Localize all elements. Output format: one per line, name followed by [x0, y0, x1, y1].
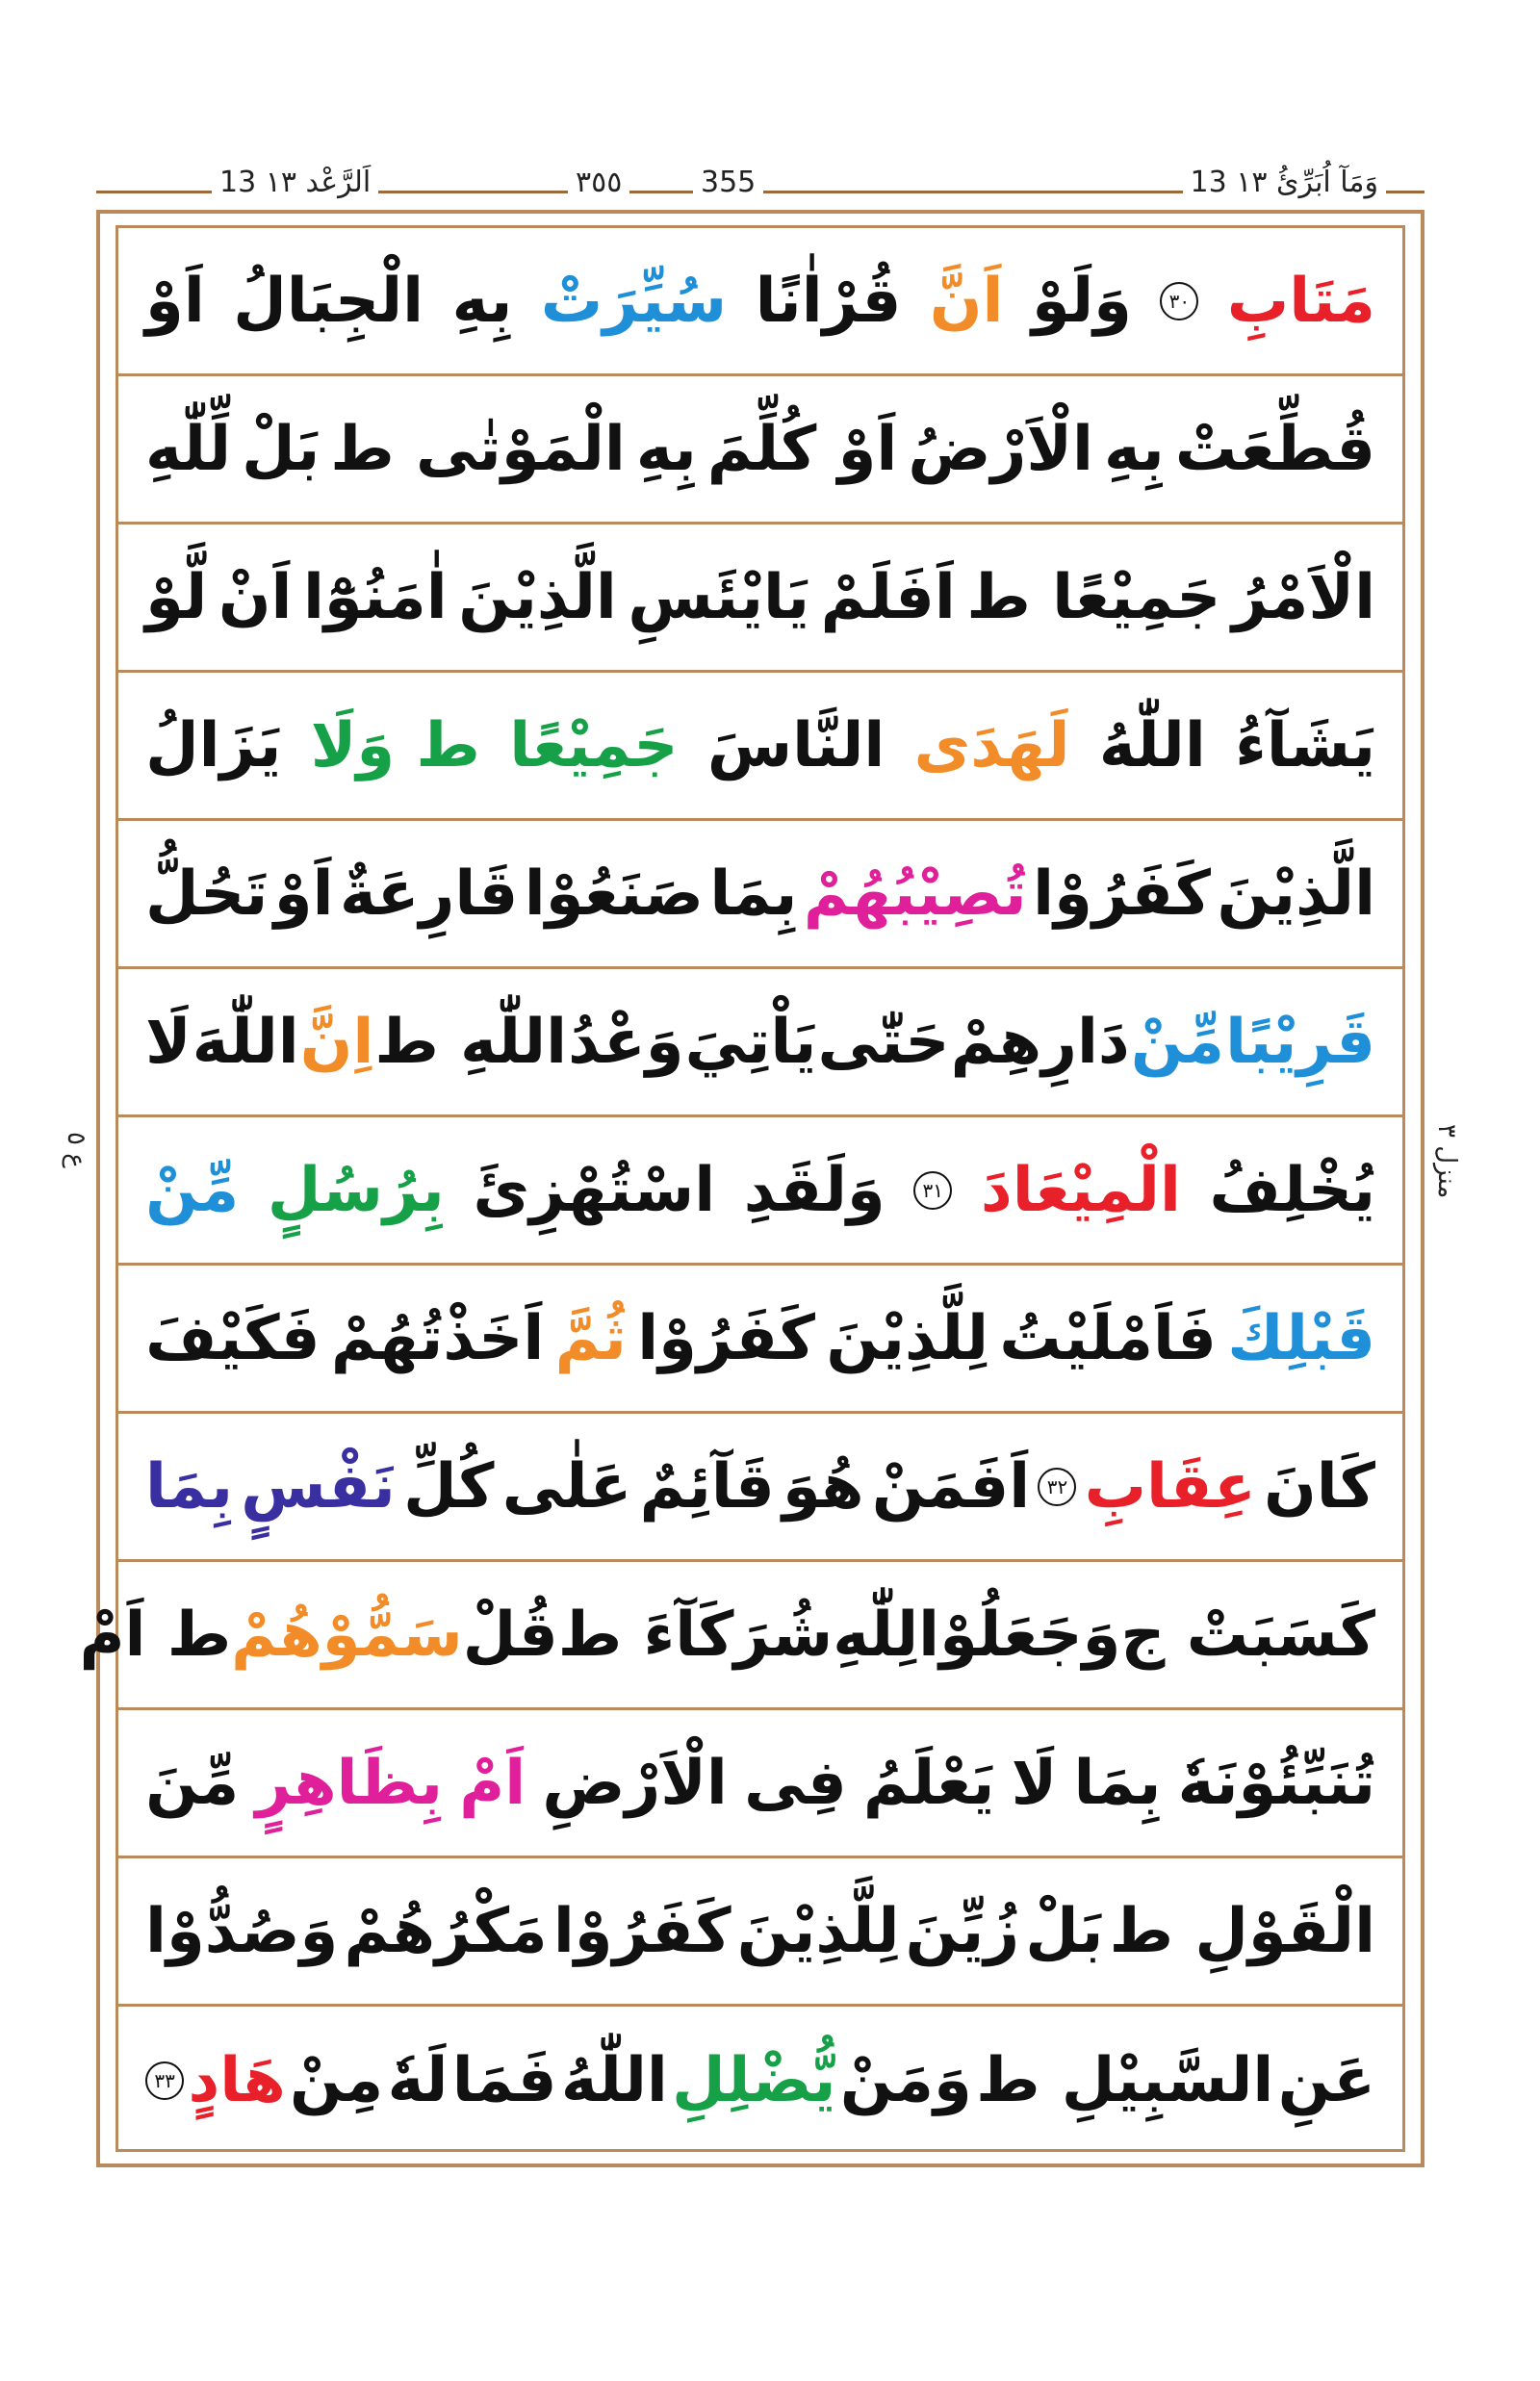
ayah-number-marker: ٣١ — [913, 1171, 952, 1210]
word: لِّلّٰهِ — [145, 413, 231, 485]
word: عِقَابِ — [1084, 1450, 1256, 1523]
word: قُطِّعَتْ — [1174, 413, 1375, 485]
word: ط وَلَا — [310, 709, 480, 781]
word: اللّٰهُ — [1098, 709, 1206, 781]
word: لَا — [1011, 1747, 1058, 1819]
word: اللّٰهُ — [560, 2045, 668, 2116]
word: فَكَيْفَ — [145, 1302, 321, 1374]
word: سَمُّوْهُمْ — [231, 1599, 463, 1671]
word: اَنْ — [218, 561, 293, 633]
word: نَفْسٍ — [241, 1450, 396, 1523]
word: قُرْاٰنًا — [755, 265, 902, 337]
page-number-arabic: ٣٥٥ — [568, 162, 629, 204]
text-line-2 — [118, 376, 1402, 525]
word: اللّٰهَ — [192, 1006, 299, 1078]
word: الْمَوْتٰى ط — [330, 413, 626, 485]
word: اَفَلَمْ — [820, 561, 956, 633]
word: سُيِّرَتْ — [540, 265, 728, 337]
word: الْجِبَالُ — [233, 265, 424, 337]
word: لِلّٰهِ — [833, 1599, 919, 1671]
word: اسْتُهْزِئَ — [473, 1154, 716, 1226]
word: بِمَا — [145, 1450, 233, 1523]
word: وَصُدُّوْا — [145, 1895, 339, 1967]
word: السَّبِيْلِ ط — [976, 2045, 1274, 2116]
word: مِنْ — [290, 2045, 384, 2116]
word: اَوْ كُلِّمَ — [706, 413, 898, 485]
word: اَنَّ — [929, 265, 1004, 337]
word: ط اَمْ — [79, 1599, 232, 1671]
ayah-number-marker: ٣٢ — [1038, 1468, 1076, 1506]
word: وَعْدُ — [568, 1006, 684, 1078]
word: الَّذِيْنَ — [458, 561, 617, 633]
word: وَلَوْ — [1031, 265, 1132, 337]
word: شُرَكَآءَ ط — [557, 1599, 834, 1671]
text-line-6 — [118, 969, 1402, 1117]
text-line-13 — [118, 2007, 1402, 2155]
word: هَادٍ — [188, 2045, 286, 2116]
ayah-number-marker: ٣٣ — [145, 2061, 184, 2100]
word: حَتّٰى — [817, 1006, 950, 1078]
page-number-latin: 355 — [693, 162, 763, 204]
word: مِّنْ — [1130, 1006, 1225, 1078]
text-line-3 — [118, 525, 1402, 673]
word: بَلْ — [242, 413, 321, 485]
word: تُصِيْبُهُمْ — [803, 858, 1027, 930]
word: النَّاسَ — [706, 709, 886, 781]
word: اَخَذْتُهُمْ — [330, 1302, 545, 1374]
page-header — [96, 162, 1424, 210]
word: يَاْتِيَ — [684, 1006, 817, 1078]
word: قَرِيْبًا — [1225, 1006, 1375, 1078]
word: وَمَنْ — [839, 2045, 972, 2116]
word: بِمَا — [709, 858, 798, 930]
word: يَايْئَسِ — [628, 561, 810, 633]
word: زُيِّنَ — [905, 1895, 1020, 1967]
word: الْاَرْضُ — [908, 413, 1093, 485]
surah-label: 13 اَلرَّعْد ١٣ — [212, 162, 378, 204]
word: لَّوْ — [145, 561, 208, 633]
word: اٰمَنُوْٓا — [302, 561, 448, 633]
word: دَارِهِمْ — [950, 1006, 1130, 1078]
text-line-4 — [118, 673, 1402, 821]
word: اَمْ — [459, 1747, 526, 1819]
text-line-9 — [118, 1414, 1402, 1562]
manzil-marker: منزل ٣ — [1432, 1124, 1461, 1199]
word: الَّذِيْنَ — [1217, 858, 1375, 930]
word: الْقَوْلِ ط — [1109, 1895, 1375, 1967]
word: بِهِ — [451, 265, 513, 337]
text-line-12 — [118, 1858, 1402, 2007]
word: اَوْ — [273, 858, 334, 930]
word: بِهِ — [1103, 413, 1165, 485]
text-line-7 — [118, 1117, 1402, 1266]
word: بِمَا — [1073, 1747, 1162, 1819]
ruku-marker: ع ٥ — [62, 1132, 90, 1168]
word: كَسَبَتْ ج — [1120, 1599, 1375, 1671]
ayah-number-marker: ٣٠ — [1160, 282, 1198, 320]
word: كَفَرُوْا — [637, 1302, 815, 1374]
word: يَعْلَمُ — [862, 1747, 995, 1819]
word: جَمِيْعًا ط — [966, 561, 1221, 633]
word: تَحُلُّ — [145, 858, 269, 930]
text-line-8 — [118, 1266, 1402, 1414]
word: ثُمَّ — [554, 1302, 627, 1374]
word: عَنِ — [1277, 2045, 1375, 2116]
word: لِلَّذِيْنَ — [736, 1895, 900, 1967]
word: لِلَّذِيْنَ — [826, 1302, 989, 1374]
word: جَمِيْعًا — [509, 709, 679, 781]
word: فَمَا — [451, 2045, 557, 2116]
word: بَلْ — [1025, 1895, 1104, 1967]
word: عَلٰى — [501, 1450, 632, 1523]
word: هُوَ — [783, 1450, 864, 1523]
word: يُّضْلِلِ — [672, 2045, 836, 2116]
para-label: 13 وَمَآ اُبَرِّئُ ١٣ — [1183, 162, 1386, 204]
text-line-1 — [118, 228, 1402, 376]
word: يُخْلِفُ — [1209, 1154, 1375, 1226]
word: قَبْلِكَ — [1227, 1302, 1375, 1374]
word: بِرُسُلٍ — [267, 1154, 445, 1226]
word: كَانَ — [1264, 1450, 1375, 1523]
word: قُلْ — [462, 1599, 558, 1671]
word: الْمِيْعَادَ — [980, 1154, 1181, 1226]
word: وَلَقَدِ — [743, 1154, 886, 1226]
word: اِنَّ — [299, 1006, 374, 1078]
word: اَوْ — [145, 265, 205, 337]
word: مَتَابِ — [1226, 265, 1375, 337]
text-panel — [79, 225, 1405, 2152]
word: لَا — [145, 1006, 192, 1078]
word: قَآئِمٌ — [639, 1450, 775, 1523]
word: كُلِّ — [403, 1450, 495, 1523]
word: الْاَمْرُ — [1231, 561, 1375, 633]
text-line-10 — [79, 1562, 1402, 1710]
text-line-11 — [118, 1710, 1402, 1858]
word: بِظَاهِرٍ — [255, 1747, 444, 1819]
word: اللّٰهِ ط — [374, 1006, 567, 1078]
word: يَزَالُ — [145, 709, 282, 781]
word: الْاَرْضِ — [542, 1747, 728, 1819]
word: كَفَرُوْا — [1033, 858, 1211, 930]
word: اَفَمَنْ — [871, 1450, 1031, 1523]
text-line-5 — [118, 821, 1402, 969]
word: فَاَمْلَيْتُ — [999, 1302, 1217, 1374]
word: قَارِعَةٌ — [339, 858, 519, 930]
word: وَجَعَلُوْا — [918, 1599, 1121, 1671]
word: مِّنْ — [145, 1154, 240, 1226]
word: فِى — [744, 1747, 847, 1819]
word: كَفَرُوْا — [552, 1895, 732, 1967]
word: تُنَبِّئُوْنَهٗ — [1177, 1747, 1375, 1819]
word: يَشَآءُ — [1235, 709, 1375, 781]
word: مَكْرُهُمْ — [344, 1895, 548, 1967]
word: لَهَدَى — [913, 709, 1070, 781]
word: صَنَعُوْا — [524, 858, 704, 930]
word: لَهٗ — [387, 2045, 449, 2116]
word: مِّنَ — [145, 1747, 240, 1819]
word: بِهِ — [635, 413, 697, 485]
